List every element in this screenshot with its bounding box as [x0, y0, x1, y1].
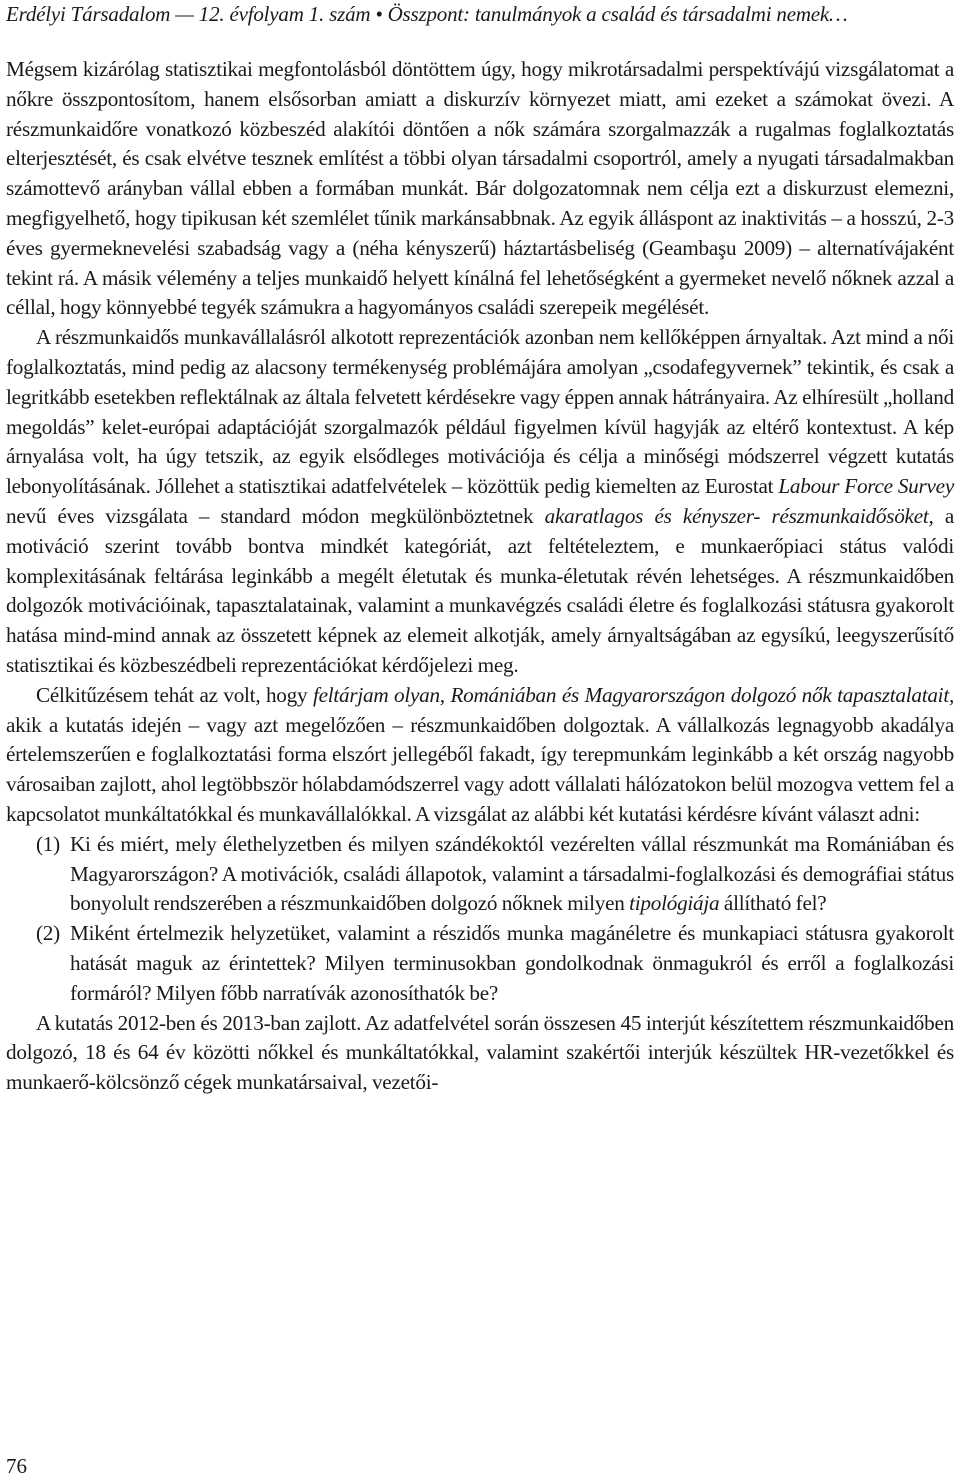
question-number: (1) — [36, 831, 60, 856]
paragraph-2-italic-a: Labour Force Survey — [778, 474, 954, 499]
page-body — [6, 55, 954, 1098]
paragraph-4 — [6, 1009, 954, 1098]
paragraph-2-italic-b: akaratlagos és kényszer- részmunkaidősöket, — [544, 503, 934, 528]
paragraph-2 — [6, 323, 954, 681]
question-number: (2) — [36, 921, 60, 946]
question-1-text-b: állítható fel? — [719, 891, 827, 916]
paragraph-2-text-a: A részmunkaidős munkavállalásról alkotott reprezentációk azonban nem kellőképpen árnyaltak. Azt mind a női foglalkoztatás, mind pedig az alacsony termékenység problémájára amolyan „csodafegyvernek” tekintik, és csak a legritkább esetekben reflektálnak az általa felvetett kérdésekre vagy éppen annak hátrányaira. Az elhíresült „holland megoldás” kelet-európai adaptációját szorgalmazók például figyelmen kívül hagyják az eltérő kontextust. A kép árnyalása volt, ha úgy tetszik, az egyik elsődleges motivációja és célja a minőségi módszerrel végzett kutatás lebonyolításának. Jóllehet a statisztikai adatfelvételek – közöttük pedig kiemelten az Eurostat — [6, 325, 954, 499]
paragraph-3 — [6, 681, 954, 830]
research-question-2 — [6, 919, 954, 1008]
paragraph-3-text-b: akik a kutatás idején – vagy azt megelőzően – részmunkaidőben dolgoztak. A vállalkozás legnagyobb akadálya értelemszerűen e foglalkoztatási forma elszórt jellegéből fakadt, így terepmunkám leginkább a két ország nagyobb városaiban zajlott, ahol legtöbbször hólabdamódszerrel vagy adott vállalati hálózatokon belül mozogva vettem fel a kapcsolatot munkáltatókkal és munkavállalókkal. A vizsgálat az alábbi két kutatási kérdésre kívánt választ adni: — [6, 712, 954, 826]
question-1-text-a: Ki és miért, mely élethelyzetben és milyen szándékoktól vezérelten vállal részmunkát ma Romániában és Magyarországon? A motivációk, családi állapotok, valamint a társadalmi-foglalkozási és demográfiai státus bonyolult rendszerében a részmunkaidőben dolgozó nőknek milyen — [70, 831, 954, 916]
research-question-1 — [6, 830, 954, 919]
paragraph-2-text-c: a motiváció szerint tovább bontva mindkét kategóriát, azt feltételeztem, e munkaerőpiaci státus valódi komplexitásának feltárása leginkább a megélt életutak és munka-életutak révén lehetséges. A részmunkaidőben dolgozók motivációinak, tapasztalatainak, valamint a munkavégzés családi életre és foglalkozási státusra gyakorolt hatása mind-mind annak az összetett képnek az elemeit alkotják, amely árnyaltságában az egysíkú, leegyszerűsítő statisztikai és közbeszédbeli reprezentációkat kérdőjelezi meg. — [6, 503, 954, 677]
question-2-text: Miként értelmezik helyzetüket, valamint a részidős munka magánéletre és munkapiaci státusra gyakorolt hatását maguk az érintettek? Milyen terminusokban gondolkodnak önmagukról és erről a foglalkozási formáról? Milyen főbb narratívák azonosíthatók be? — [70, 921, 954, 1005]
paragraph-1-text: Mégsem kizárólag statisztikai megfontolásból döntöttem úgy, hogy mikrotársadalmi perspektívájú vizsgálatomat a nőkre összpontosítom, hanem elsősorban amiatt a diskurzív környezet miatt, ami ezeket a számokat övezi. A részmunkaidőre vonatkozó közbeszéd alakítói döntően a nők számára szorgalmazzák a rugalmas foglalkoztatás elterjesztését, és csak elvétve tesznek említést a többi olyan társadalmi csoportról, amely a nyugati társadalmakban számottevő arányban vállal ebben a formában munkát. Bár dolgozatomnak nem célja ezt a diskurzust elemezni, megfigyelhető, hogy tipikusan két szemlélet tűnik markánsabbnak. Az egyik álláspont az inaktivitás – a hosszú, 2-3 éves gyermeknevelési szabadság vagy a (néha kényszerű) háztartásbeliség (Geambaşu 2009) – alternatívájaként tekint rá. A másik vélemény a teljes munkaidő helyett kínálná fel lehetőségként a gyermeket nevelő nőknek azzal a céllal, hogy könnyebbé tegyék számukra a hagyományos családi szerepeik megélését. — [6, 57, 954, 320]
page-number: 76 — [6, 1454, 27, 1478]
paragraph-4-text: A kutatás 2012-ben és 2013-ban zajlott. Az adatfelvétel során összesen 45 interjút készítettem részmunkaidőben dolgozó, 18 és 64 év közötti nőkkel és munkáltatókkal, valamint szakértői interjúk készültek HR-vezetőkkel és munkaerő-kölcsönző cégek munkatársaival, vezetői- — [6, 1010, 954, 1095]
question-1-italic: tipológiája — [629, 891, 720, 916]
paragraph-3-italic-a: feltárjam olyan, Romániában és Magyarországon dolgozó nők tapasztalatait, — [312, 682, 955, 707]
paragraph-2-text-b: nevű éves vizsgálata – standard módon megkülönböztetnek — [6, 503, 545, 528]
research-questions-list — [6, 830, 954, 1009]
running-head: Erdélyi Társadalom — 12. évfolyam 1. szám • Összpont: tanulmányok a család és társadalmi nemek… — [6, 2, 848, 26]
paragraph-3-text-a: Célkitűzésem tehát az volt, hogy — [36, 682, 313, 707]
paragraph-1 — [6, 55, 954, 323]
